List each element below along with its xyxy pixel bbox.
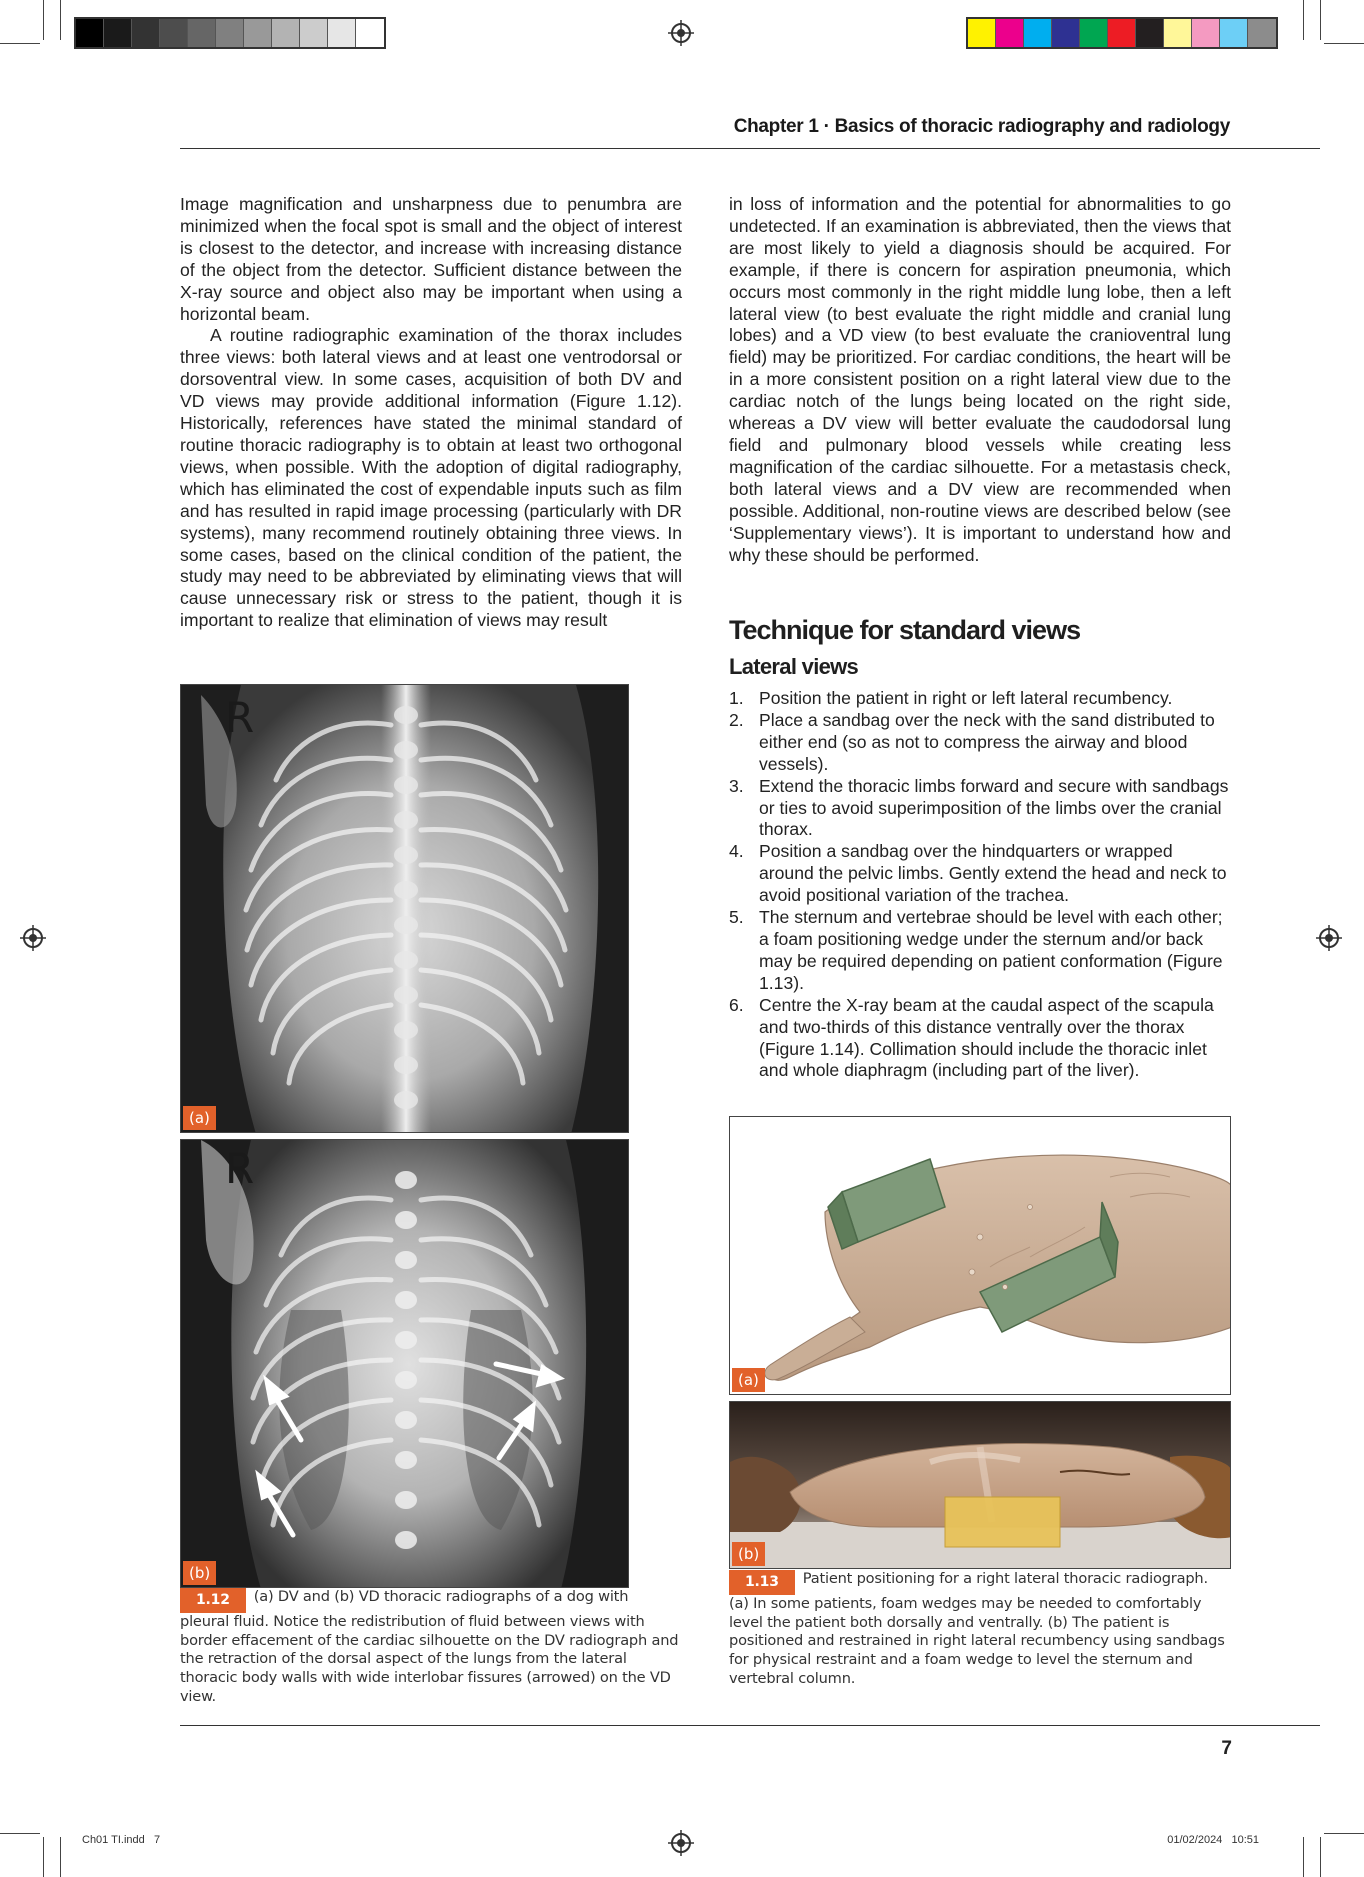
color-swatch <box>272 19 300 47</box>
color-swatch <box>1220 19 1248 47</box>
right-column-text <box>729 194 1231 566</box>
registration-mark-icon <box>1316 925 1342 951</box>
panel-label: (b) <box>183 1561 216 1585</box>
figure-1-12-caption <box>180 1588 680 1707</box>
step-text: Position a sandbag over the hindquarters or wrapped around the pelvic limbs. Gently extend the head and neck to avoid positional variation of the trachea. <box>759 841 1227 906</box>
color-swatch <box>1192 19 1220 47</box>
panel-label: (a) <box>732 1368 765 1392</box>
running-header: Chapter 1 · Basics of thoracic radiography and radiology <box>733 116 1230 137</box>
step-text: Place a sandbag over the neck with the sand distributed to either end (so as not to compress the airway and blood vessels). <box>759 709 1215 774</box>
list-item <box>729 710 1231 776</box>
caption-text: (a) DV and (b) VD thoracic radiographs of a dog with pleural fluid. Notice the redistribution of fluid between views with border effacement of the cardiac silhouette on the DV radiograph and the retraction of the dorsal aspect of the lungs from the lateral thoracic body walls with wide interlobar fissures (arrowed) on the VD view. <box>180 1588 679 1705</box>
panel-label: (a) <box>183 1106 216 1130</box>
registration-mark-icon <box>668 20 694 46</box>
steps-list <box>729 688 1231 1082</box>
color-swatch <box>76 19 104 47</box>
step-number: 2. <box>729 709 744 730</box>
registration-mark-icon <box>668 1830 694 1856</box>
section-heading: Technique for standard views <box>729 615 1081 645</box>
step-number: 3. <box>729 775 744 796</box>
figure-1-12-panel-b <box>180 1139 629 1588</box>
side-marker: R <box>225 693 255 742</box>
list-item <box>729 776 1231 842</box>
grey-color-bar <box>74 17 386 49</box>
vd-radiograph-image <box>181 1140 629 1588</box>
color-swatch <box>1164 19 1192 47</box>
figure-1-13-panel-a <box>729 1116 1231 1395</box>
color-swatch <box>1248 19 1276 47</box>
color-swatch <box>300 19 328 47</box>
color-swatch <box>104 19 132 47</box>
color-swatch <box>1080 19 1108 47</box>
step-text: Centre the X-ray beam at the caudal aspect of the scapula and two-thirds of this distance ventrally over the thorax (Figure 1.14). Collimation should include the thoracic inlet and whole diaphragm (including part of the liver). <box>759 994 1214 1081</box>
list-item <box>729 688 1231 710</box>
left-column-text <box>180 194 682 632</box>
footer-rule <box>180 1725 1320 1726</box>
step-text: Extend the thoracic limbs forward and secure with sandbags or ties to avoid superimposition of the limbs over the cranial thorax. <box>759 775 1229 840</box>
step-number: 6. <box>729 994 744 1015</box>
color-swatch <box>1052 19 1080 47</box>
slug-timestamp: 01/02/2024 10:51 <box>1167 1834 1259 1846</box>
paragraph: A routine radiographic examination of the thorax includes three views: both lateral views and at least one ventrodorsal or dorsoventral view. In some cases, acquisition of both DV and VD views may provide additional information (Figure 1.12). Historically, references have stated the minimal standard of routine thoracic radiography is to obtain at least two orthogonal views, when possible. With the adoption of digital radiography, which has eliminated the cost of expendable inputs such as film and has resulted in rapid image processing (particularly with DR systems), many recommend routinely obtaining three views. In some cases, based on the clinical condition of the patient, the study may need to be abbreviated by eliminating views that will cause unnecessary risk or stress to the patient, though it is important to realize that elimination of views may result <box>180 325 682 631</box>
page-number: 7 <box>1221 1738 1232 1759</box>
color-swatch <box>1108 19 1136 47</box>
figure-number-badge: 1.13 <box>729 1570 795 1595</box>
header-rule <box>180 148 1320 149</box>
positioning-photograph <box>730 1402 1231 1569</box>
dv-radiograph-image <box>181 685 629 1133</box>
list-item <box>729 995 1231 1083</box>
step-text: The sternum and vertebrae should be level with each other; a foam positioning wedge under the sternum and/or back may be required depending on patient conformation (Figure 1.13). <box>759 907 1223 993</box>
color-swatch <box>132 19 160 47</box>
side-marker: R <box>225 1144 255 1193</box>
paragraph: in loss of information and the potential for abnormalities to go undetected. If an examination is abbreviated, then the views that are most likely to yield a diagnosis should be acquired. For example, if there is concern for aspiration pneumonia, which occurs most commonly in the right middle lung lobe, then a left lateral view (to best evaluate the right middle and cranial lung lobes) and a VD view (to best evaluate the cranioventral lung field) may be prioritized. For cardiac conditions, the heart will be in a more consistent position on a right lateral view due to the cardiac notch of the lungs being located on the right side, whereas a DV view will better evaluate the caudodorsal lung field and pulmonary blood vessels while creating less magnification of the cardiac silhouette. For a metastasis check, both lateral views and a DV view are recommended when possible. Additional, non-routine views are described below (see ‘Supplementary views’). It is important to understand how and why these should be performed. <box>729 194 1231 565</box>
color-swatch <box>1024 19 1052 47</box>
color-swatch <box>188 19 216 47</box>
step-number: 1. <box>729 688 744 708</box>
slug-filename: Ch01 TI.indd 7 <box>82 1834 161 1846</box>
list-item <box>729 907 1231 995</box>
step-text: Position the patient in right or left lateral recumbency. <box>759 688 1173 708</box>
list-item <box>729 841 1231 907</box>
color-swatch <box>244 19 272 47</box>
color-swatch <box>160 19 188 47</box>
panel-label: (b) <box>732 1542 765 1566</box>
subsection-heading: Lateral views <box>729 654 859 679</box>
caption-text: Patient positioning for a right lateral thoracic radiograph. (a) In some patients, foam wedges may be needed to comfortably level the patient both dorsally and ventrally. (b) The patient is positioned and restrained in right lateral recumbency using sandbags for physical restraint and a foam wedge to level the sternum and vertebral column. <box>729 1570 1225 1687</box>
step-number: 4. <box>729 841 744 862</box>
color-swatch <box>356 19 384 47</box>
color-swatch <box>968 19 996 47</box>
step-number: 5. <box>729 907 744 928</box>
process-color-bar <box>966 17 1278 49</box>
color-swatch <box>328 19 356 47</box>
registration-mark-icon <box>20 925 46 951</box>
paragraph: Image magnification and unsharpness due to penumbra are minimized when the focal spot is small and the object of interest is closest to the detector, and increase with increasing distance of the object from the detector. Sufficient distance between the X-ray source and object also may be important when using a horizontal beam. <box>180 194 682 324</box>
color-swatch <box>216 19 244 47</box>
figure-number-badge: 1.12 <box>180 1588 246 1613</box>
color-swatch <box>1136 19 1164 47</box>
figure-1-13-caption <box>729 1570 1231 1689</box>
figure-1-12-panel-a <box>180 684 629 1133</box>
color-swatch <box>996 19 1024 47</box>
positioning-illustration <box>730 1117 1231 1395</box>
figure-1-13-panel-b <box>729 1401 1231 1569</box>
